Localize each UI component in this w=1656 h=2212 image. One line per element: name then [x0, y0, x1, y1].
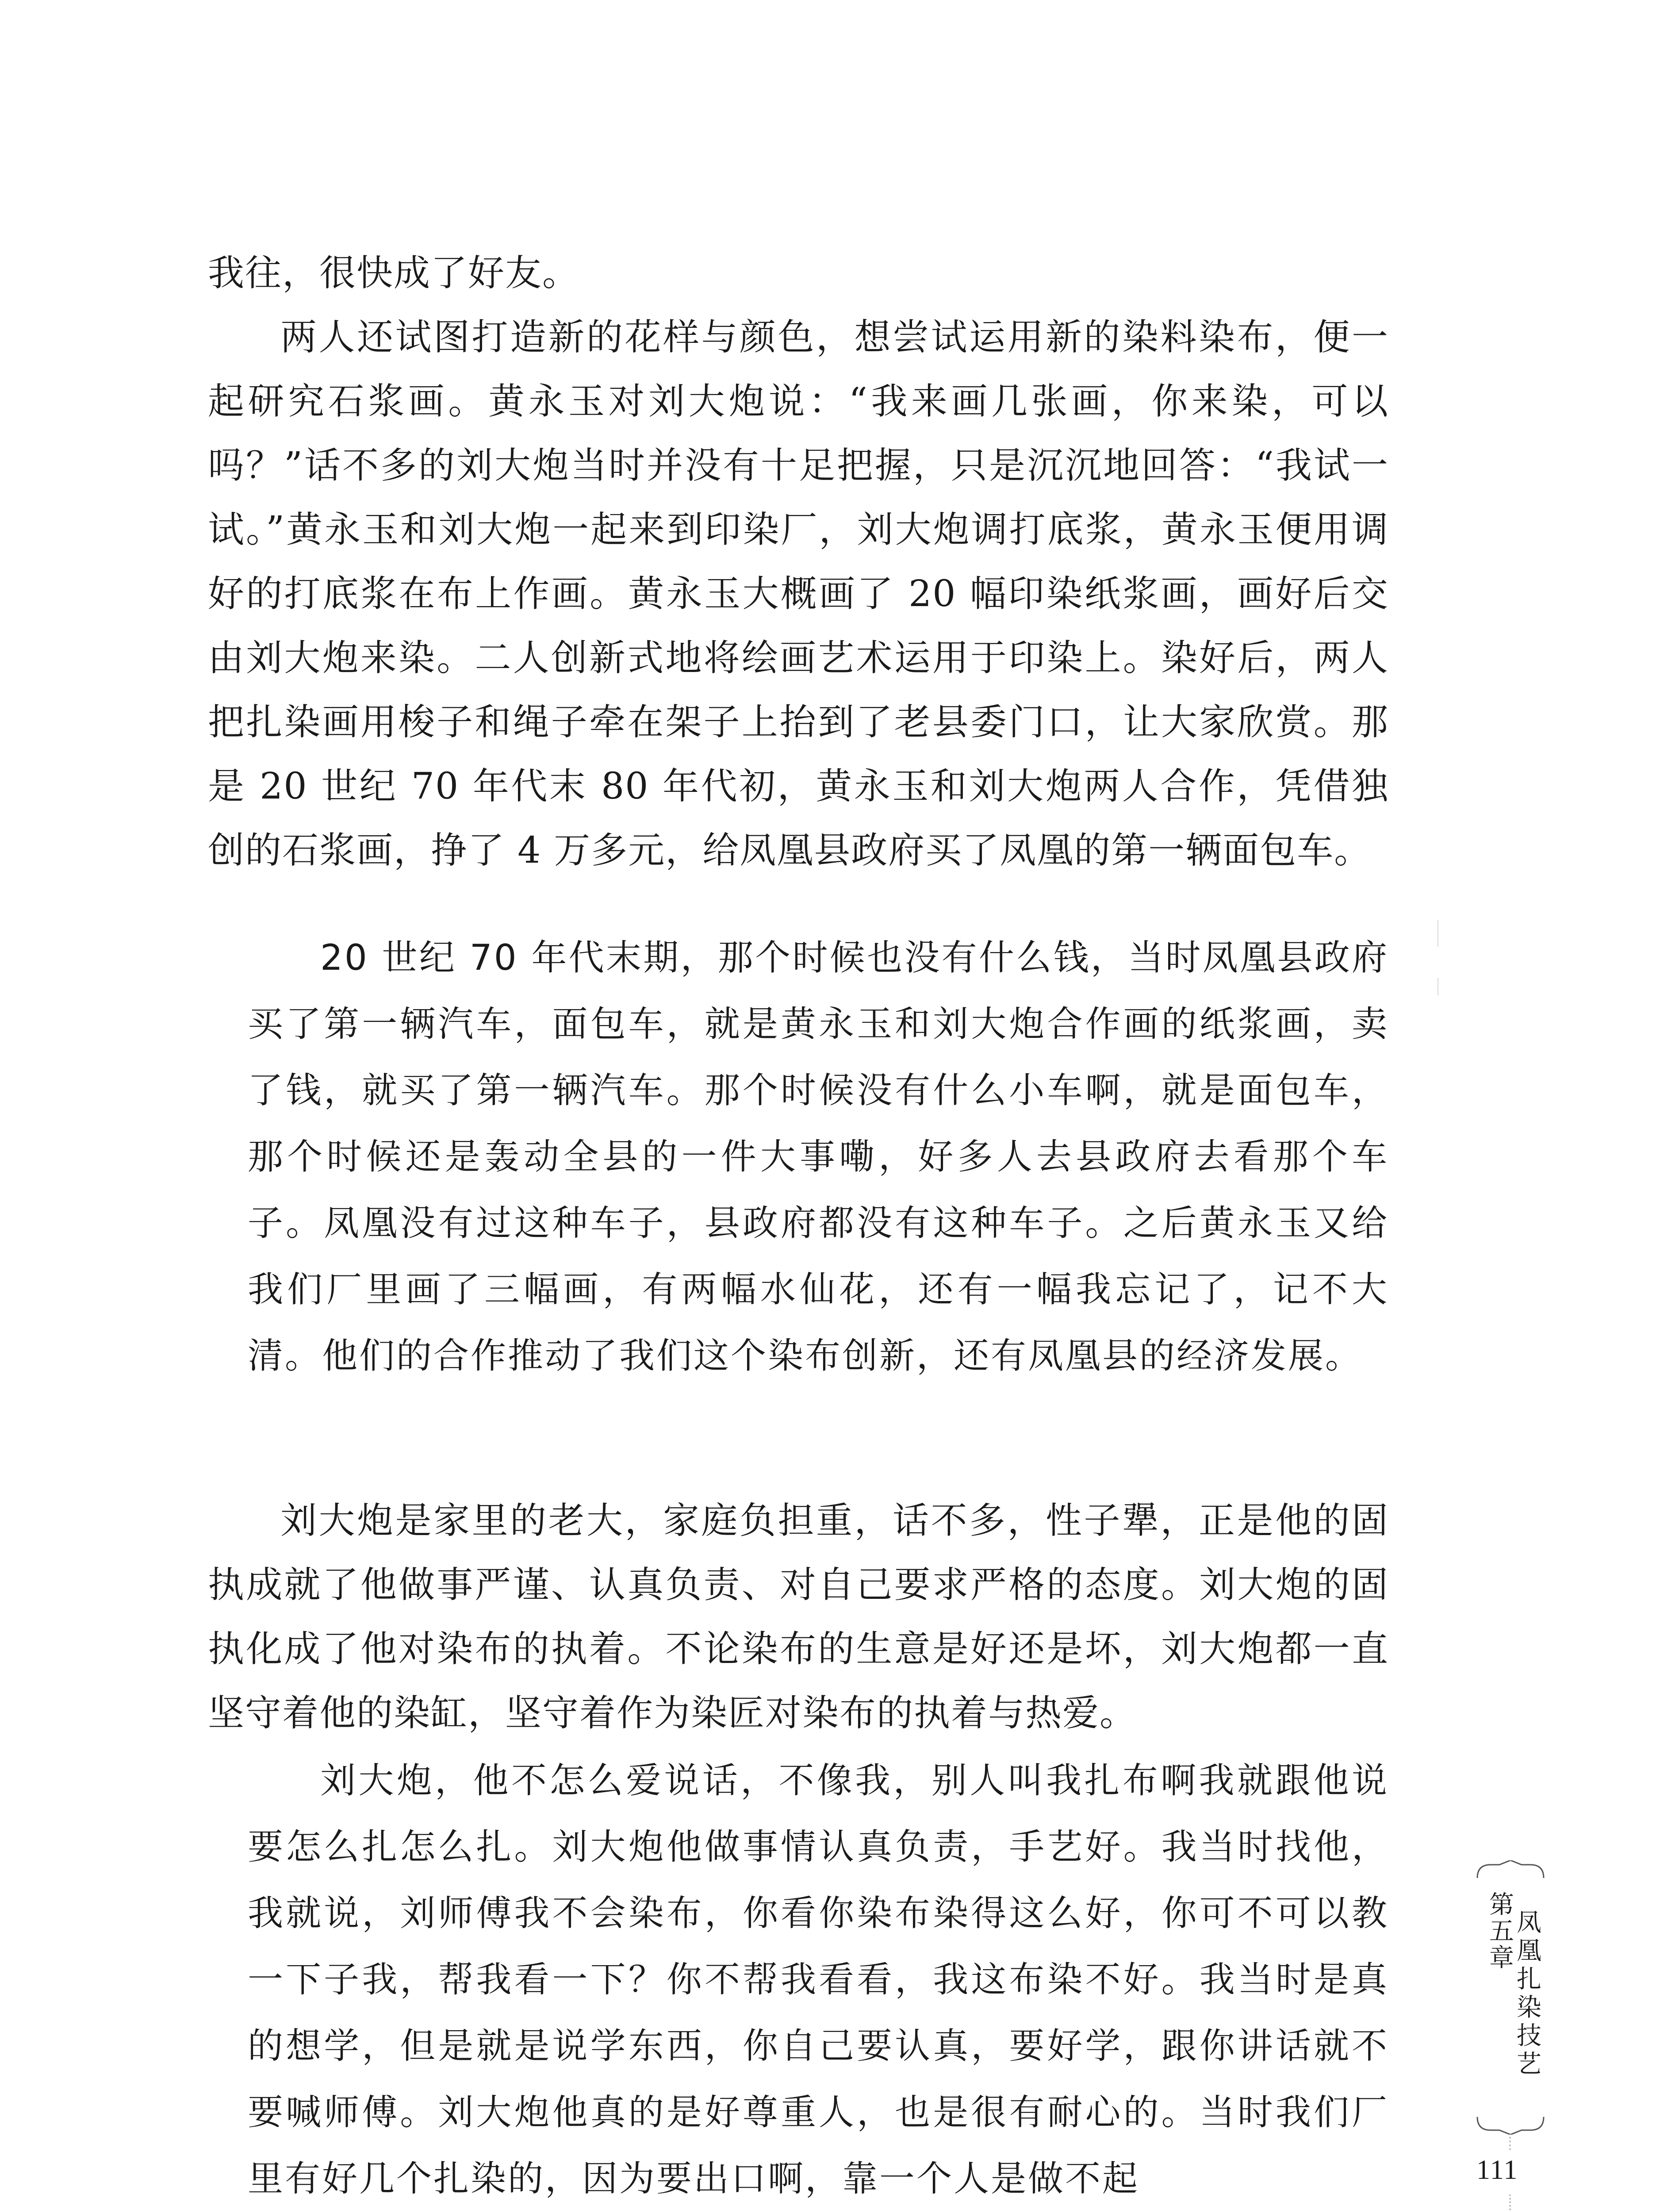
page-rule-top	[1509, 2137, 1511, 2150]
interview-quote-2: 刘大炮，他不怎么爱说话，不像我，别人叫我扎布啊我就跟他说要怎么扎怎么扎。刘大炮他做事情认真负责，手艺好。我当时找他，我就说，刘师傅我不会染布，你看你染布染得这么好，你可不可以教一下子我，帮我看一下？你不帮我看看，我这布染不好。我当时是真的想学，但是就是说学东西，你自己要认真，要好学，跟你讲话就不要喊师傅。刘大炮他真的是好尊重人，也是很有耐心的。当时我们厂里有好几个扎染的，因为要出口啊，靠一个人是做不起	[248, 1760, 1389, 2199]
paragraph-continuation: 我往，很快成了好友。	[208, 252, 580, 294]
page-number: 111	[1476, 2155, 1518, 2185]
page-rule-bottom	[1509, 2194, 1511, 2212]
side-title-text: 凤凰扎染技艺	[1513, 1909, 1541, 2079]
side-chapter-text: 第五章	[1485, 1891, 1514, 1971]
interview-quote-1: 20 世纪 70 年代末期，那个时候也没有什么钱，当时凤凰县政府买了第一辆汽车，面包车，就是黄永玉和刘大炮合作画的纸浆画，卖了钱，就买了第一辆汽车。那个时候没有什么小车啊，就是面包车，那个时候还是轰动全县的一件大事嘞，好多人去县政府去看那个车子。凤凰没有过这种车子，县政府都没有这种车子。之后黄永玉又给我们厂里画了三幅画，有两幅水仙花，还有一幅我忘记了，记不大清。他们的合作推动了我们这个染布创新，还有凤凰县的经济发展。	[248, 937, 1389, 1376]
side-chapter-label	[1486, 1891, 1513, 1971]
side-title-label	[1513, 1891, 1539, 2079]
paragraph-collaboration: 两人还试图打造新的花样与颜色，想尝试运用新的染料染布，便一起研究石浆画。黄永玉对刘大炮说：“我来画几张画，你来染，可以吗？”话不多的刘大炮当时并没有十足把握，只是沉沉地回答：“我试一试。”黄永玉和刘大炮一起来到印染厂，刘大炮调打底浆，黄永玉便用调好的打底浆在布上作画。黄永玉大概画了 20 幅印染纸浆画，画好后交由刘大炮来染。二人创新式地将绘画艺术运用于印染上。染好后，两人把扎染画用梭子和绳子牵在架子上抬到了老县委门口，让大家欣赏。那是 20 世纪 70 年代末 80 年代初，黄永玉和刘大炮两人合作，凭借独创的石浆画，挣了 4 万多元，给凤凰县政府买了凤凰的第一辆面包车。	[208, 316, 1389, 872]
paragraph-character: 刘大炮是家里的老大，家庭负担重，话不多，性子犟，正是他的固执成就了他做事严谨、认真负责、对自己要求严格的态度。刘大炮的固执化成了他对染布的执着。不论染布的生意是好还是坏，刘大炮都一直坚守着他的染缸，坚守着作为染匠对染布的执着与热爱。	[208, 1500, 1389, 1734]
chapter-side-tab	[1473, 1860, 1548, 2135]
